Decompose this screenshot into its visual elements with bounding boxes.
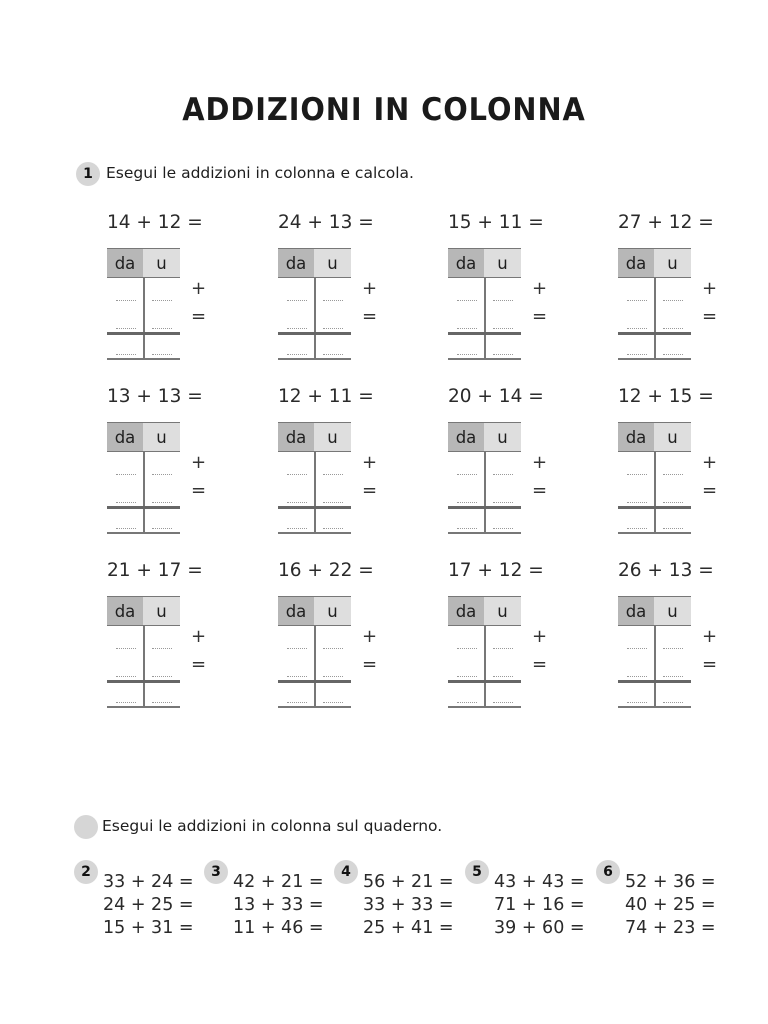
answer-blank[interactable] [287, 300, 307, 301]
column-divider [314, 626, 316, 708]
bottom-line [278, 706, 351, 708]
equals-sign: = [702, 306, 718, 327]
plus-sign: + [191, 626, 207, 647]
answer-blank[interactable] [323, 648, 343, 649]
units-header: u [143, 422, 180, 452]
exercise-number-badge: 3 [204, 860, 228, 884]
exercise-number-badge: 6 [596, 860, 620, 884]
answer-blank[interactable] [152, 300, 172, 301]
exercise-instruction: Esegui le addizioni in colonna e calcola. [106, 164, 414, 182]
answer-blank[interactable] [663, 502, 683, 503]
addition-operation: 13 + 13 = [107, 386, 203, 407]
place-value-table [448, 596, 548, 708]
answer-blank[interactable] [493, 702, 513, 703]
answer-blank[interactable] [116, 300, 136, 301]
sum-line [448, 332, 521, 335]
column-divider [484, 626, 486, 708]
bottom-line [618, 532, 691, 534]
addition-operation: 24 + 13 = [278, 212, 374, 233]
tens-header: da [278, 248, 314, 278]
answer-blank[interactable] [152, 528, 172, 529]
sum-line [448, 680, 521, 683]
answer-blank[interactable] [116, 702, 136, 703]
equals-sign: = [702, 480, 718, 501]
plus-sign: + [191, 452, 207, 473]
answer-blank[interactable] [663, 648, 683, 649]
equals-sign: = [532, 480, 548, 501]
answer-blank[interactable] [457, 300, 477, 301]
bottom-line [448, 706, 521, 708]
equals-sign: = [362, 654, 378, 675]
bottom-line [278, 358, 351, 360]
answer-blank[interactable] [323, 702, 343, 703]
answer-blank[interactable] [493, 474, 513, 475]
answer-blank[interactable] [287, 502, 307, 503]
bottom-line [107, 358, 180, 360]
column-divider [314, 278, 316, 360]
addition-operation: 21 + 17 = [107, 560, 203, 581]
answer-blank[interactable] [323, 328, 343, 329]
addition-operation: 16 + 22 = [278, 560, 374, 581]
place-value-table [107, 596, 207, 708]
addition-operation: 20 + 14 = [448, 386, 544, 407]
sum-line [618, 506, 691, 509]
answer-blank[interactable] [493, 502, 513, 503]
equals-sign: = [362, 306, 378, 327]
sum-line [618, 332, 691, 335]
notebook-addition: 15 + 31 = [103, 918, 194, 938]
place-value-table [278, 248, 378, 360]
answer-blank[interactable] [152, 328, 172, 329]
plus-sign: + [702, 452, 718, 473]
answer-blank[interactable] [287, 354, 307, 355]
column-divider [484, 278, 486, 360]
units-header: u [314, 422, 351, 452]
page-title: ADDIZIONI IN COLONNA [182, 92, 586, 128]
addition-operation: 27 + 12 = [618, 212, 714, 233]
exercise-number-badge-blank [74, 815, 98, 839]
sum-line [107, 506, 180, 509]
addition-operation: 17 + 12 = [448, 560, 544, 581]
answer-blank[interactable] [116, 648, 136, 649]
answer-blank[interactable] [457, 502, 477, 503]
sum-line [278, 332, 351, 335]
units-header: u [484, 422, 521, 452]
answer-blank[interactable] [627, 328, 647, 329]
units-header: u [314, 596, 351, 626]
answer-blank[interactable] [116, 328, 136, 329]
answer-blank[interactable] [493, 676, 513, 677]
bottom-line [448, 532, 521, 534]
place-value-table [618, 248, 718, 360]
answer-blank[interactable] [627, 474, 647, 475]
notebook-addition: 33 + 33 = [363, 895, 454, 915]
answer-blank[interactable] [287, 676, 307, 677]
addition-operation: 14 + 12 = [107, 212, 203, 233]
answer-blank[interactable] [627, 528, 647, 529]
answer-blank[interactable] [116, 676, 136, 677]
answer-blank[interactable] [457, 354, 477, 355]
column-divider [143, 452, 145, 534]
notebook-addition: 40 + 25 = [625, 895, 716, 915]
addition-operation: 15 + 11 = [448, 212, 544, 233]
place-value-table [618, 422, 718, 534]
answer-blank[interactable] [287, 328, 307, 329]
answer-blank[interactable] [627, 502, 647, 503]
bottom-line [618, 706, 691, 708]
answer-blank[interactable] [493, 354, 513, 355]
answer-blank[interactable] [493, 328, 513, 329]
notebook-addition: 24 + 25 = [103, 895, 194, 915]
bottom-line [107, 706, 180, 708]
addition-operation: 12 + 15 = [618, 386, 714, 407]
notebook-addition: 13 + 33 = [233, 895, 324, 915]
place-value-table [278, 596, 378, 708]
answer-blank[interactable] [627, 354, 647, 355]
place-value-table [448, 422, 548, 534]
answer-blank[interactable] [663, 328, 683, 329]
bottom-line [107, 532, 180, 534]
notebook-addition: 42 + 21 = [233, 872, 324, 892]
answer-blank[interactable] [663, 528, 683, 529]
notebook-addition: 39 + 60 = [494, 918, 585, 938]
answer-blank[interactable] [116, 528, 136, 529]
answer-blank[interactable] [152, 702, 172, 703]
answer-blank[interactable] [152, 474, 172, 475]
answer-blank[interactable] [287, 528, 307, 529]
answer-blank[interactable] [116, 502, 136, 503]
answer-blank[interactable] [663, 474, 683, 475]
answer-blank[interactable] [457, 648, 477, 649]
answer-blank[interactable] [627, 676, 647, 677]
bottom-line [278, 532, 351, 534]
units-header: u [654, 596, 691, 626]
answer-blank[interactable] [152, 354, 172, 355]
notebook-addition: 74 + 23 = [625, 918, 716, 938]
exercise-number-badge: 1 [76, 162, 100, 186]
answer-blank[interactable] [663, 702, 683, 703]
place-value-table [107, 422, 207, 534]
notebook-addition: 52 + 36 = [625, 872, 716, 892]
column-divider [654, 626, 656, 708]
answer-blank[interactable] [457, 328, 477, 329]
sum-line [107, 332, 180, 335]
answer-blank[interactable] [323, 354, 343, 355]
tens-header: da [107, 422, 143, 452]
plus-sign: + [532, 452, 548, 473]
equals-sign: = [191, 306, 207, 327]
exercise-instruction: Esegui le addizioni in colonna sul quaderno. [102, 817, 443, 835]
units-header: u [654, 248, 691, 278]
answer-blank[interactable] [663, 676, 683, 677]
answer-blank[interactable] [116, 474, 136, 475]
place-value-table [618, 596, 718, 708]
sum-line [278, 680, 351, 683]
answer-blank[interactable] [287, 474, 307, 475]
tens-header: da [278, 596, 314, 626]
equals-sign: = [532, 654, 548, 675]
answer-blank[interactable] [627, 702, 647, 703]
plus-sign: + [362, 278, 378, 299]
plus-sign: + [362, 452, 378, 473]
addition-operation: 26 + 13 = [618, 560, 714, 581]
plus-sign: + [702, 626, 718, 647]
units-header: u [143, 596, 180, 626]
answer-blank[interactable] [323, 300, 343, 301]
plus-sign: + [702, 278, 718, 299]
answer-blank[interactable] [457, 702, 477, 703]
plus-sign: + [532, 278, 548, 299]
place-value-table [107, 248, 207, 360]
tens-header: da [107, 248, 143, 278]
answer-blank[interactable] [323, 528, 343, 529]
answer-blank[interactable] [323, 676, 343, 677]
answer-blank[interactable] [287, 648, 307, 649]
tens-header: da [448, 596, 484, 626]
answer-blank[interactable] [457, 676, 477, 677]
notebook-addition: 33 + 24 = [103, 872, 194, 892]
column-divider [654, 278, 656, 360]
column-divider [484, 452, 486, 534]
answer-blank[interactable] [627, 648, 647, 649]
sum-line [107, 680, 180, 683]
answer-blank[interactable] [152, 648, 172, 649]
answer-blank[interactable] [152, 502, 172, 503]
place-value-table [278, 422, 378, 534]
plus-sign: + [362, 626, 378, 647]
answer-blank[interactable] [493, 648, 513, 649]
units-header: u [654, 422, 691, 452]
exercise-number-badge: 2 [74, 860, 98, 884]
answer-blank[interactable] [323, 502, 343, 503]
tens-header: da [618, 422, 654, 452]
tens-header: da [278, 422, 314, 452]
exercise-number-badge: 4 [334, 860, 358, 884]
units-header: u [484, 248, 521, 278]
equals-sign: = [191, 654, 207, 675]
notebook-addition: 43 + 43 = [494, 872, 585, 892]
plus-sign: + [191, 278, 207, 299]
plus-sign: + [532, 626, 548, 647]
sum-line [278, 506, 351, 509]
bottom-line [448, 358, 521, 360]
units-header: u [484, 596, 521, 626]
answer-blank[interactable] [627, 300, 647, 301]
answer-blank[interactable] [323, 474, 343, 475]
answer-blank[interactable] [663, 300, 683, 301]
column-divider [143, 278, 145, 360]
tens-header: da [107, 596, 143, 626]
sum-line [448, 506, 521, 509]
notebook-addition: 25 + 41 = [363, 918, 454, 938]
units-header: u [143, 248, 180, 278]
tens-header: da [448, 248, 484, 278]
exercise-number-badge: 5 [465, 860, 489, 884]
answer-blank[interactable] [457, 528, 477, 529]
column-divider [654, 452, 656, 534]
answer-blank[interactable] [152, 676, 172, 677]
notebook-addition: 71 + 16 = [494, 895, 585, 915]
answer-blank[interactable] [493, 528, 513, 529]
answer-blank[interactable] [116, 354, 136, 355]
tens-header: da [618, 248, 654, 278]
bottom-line [618, 358, 691, 360]
units-header: u [314, 248, 351, 278]
answer-blank[interactable] [493, 300, 513, 301]
column-divider [143, 626, 145, 708]
equals-sign: = [362, 480, 378, 501]
column-divider [314, 452, 316, 534]
tens-header: da [448, 422, 484, 452]
answer-blank[interactable] [663, 354, 683, 355]
equals-sign: = [702, 654, 718, 675]
sum-line [618, 680, 691, 683]
tens-header: da [618, 596, 654, 626]
answer-blank[interactable] [287, 702, 307, 703]
notebook-addition: 11 + 46 = [233, 918, 324, 938]
notebook-addition: 56 + 21 = [363, 872, 454, 892]
place-value-table [448, 248, 548, 360]
addition-operation: 12 + 11 = [278, 386, 374, 407]
equals-sign: = [191, 480, 207, 501]
answer-blank[interactable] [457, 474, 477, 475]
equals-sign: = [532, 306, 548, 327]
